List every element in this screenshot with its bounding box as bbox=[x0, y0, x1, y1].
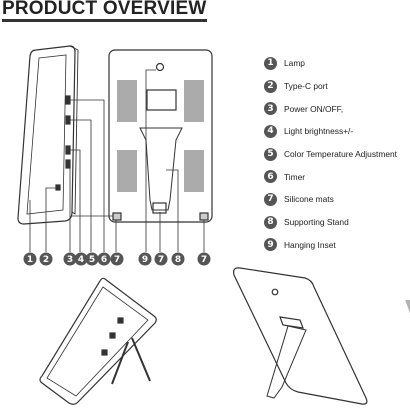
legend-label: Silicone mats bbox=[284, 194, 334, 205]
callout-1 bbox=[24, 253, 37, 266]
svg-text:4: 4 bbox=[77, 255, 85, 265]
legend-item-supporting-stand bbox=[264, 211, 397, 234]
svg-text:9: 9 bbox=[141, 255, 149, 265]
legend-item-lamp bbox=[264, 52, 397, 75]
legend-label: Lamp bbox=[284, 58, 305, 69]
legend-badge: 9 bbox=[264, 238, 277, 251]
legend-label: Hanging Inset bbox=[284, 239, 336, 250]
legend-badge: 8 bbox=[264, 216, 277, 229]
svg-text:8: 8 bbox=[174, 255, 182, 265]
back-view bbox=[109, 50, 212, 222]
angled-front-view bbox=[40, 278, 156, 404]
legend-label: Color Temperature Adjustment bbox=[284, 149, 397, 160]
legend-label: Timer bbox=[284, 171, 306, 182]
callout-7c bbox=[198, 253, 211, 266]
callout-7b bbox=[155, 253, 168, 266]
legend-item-power bbox=[264, 97, 397, 120]
silicone-mat-left bbox=[113, 213, 121, 220]
svg-text:5: 5 bbox=[88, 255, 96, 265]
svg-text:2: 2 bbox=[42, 255, 50, 265]
legend-badge: 7 bbox=[264, 193, 277, 206]
legend-label: Type-C port bbox=[284, 81, 328, 92]
callout-8 bbox=[172, 253, 185, 266]
angled-back-view bbox=[234, 268, 410, 404]
callout-badges bbox=[24, 253, 211, 266]
svg-text:6: 6 bbox=[100, 255, 108, 265]
legend-item-timer bbox=[264, 165, 397, 188]
silicone-mat-right bbox=[200, 213, 208, 220]
callout-2 bbox=[40, 253, 53, 266]
legend-badge: 6 bbox=[264, 170, 277, 183]
legend-badge: 4 bbox=[264, 125, 277, 138]
callout-6 bbox=[98, 253, 111, 266]
legend-badge: 2 bbox=[264, 80, 277, 93]
front-view bbox=[18, 46, 78, 224]
svg-text:7: 7 bbox=[157, 255, 165, 265]
legend-label: Supporting Stand bbox=[284, 217, 349, 228]
callout-9 bbox=[139, 253, 152, 266]
legend-badge: 1 bbox=[264, 57, 277, 70]
legend-item-hanging-inset bbox=[264, 234, 397, 257]
svg-text:7: 7 bbox=[113, 255, 121, 265]
legend-badge: 3 bbox=[264, 102, 277, 115]
legend-item-color-temperature bbox=[264, 143, 397, 166]
legend-badge: 5 bbox=[264, 148, 277, 161]
hanging-inset-hole bbox=[157, 64, 164, 71]
callout-5 bbox=[86, 253, 99, 266]
legend-item-brightness bbox=[264, 120, 397, 143]
lamp-indicator bbox=[56, 185, 60, 190]
legend-item-silicone-mats bbox=[264, 188, 397, 211]
page-title: PRODUCT OVERVIEW bbox=[2, 0, 207, 19]
callout-7a bbox=[111, 253, 124, 266]
legend-label: Power ON/OFF, bbox=[284, 103, 344, 114]
legend-item-type-c-port bbox=[264, 75, 397, 98]
color-button-icon bbox=[66, 160, 70, 168]
svg-text:3: 3 bbox=[66, 255, 74, 265]
svg-text:1: 1 bbox=[26, 255, 34, 265]
legend-label: Light brightness+/- bbox=[284, 126, 354, 137]
parts-legend bbox=[264, 52, 397, 256]
svg-text:7: 7 bbox=[200, 255, 208, 265]
